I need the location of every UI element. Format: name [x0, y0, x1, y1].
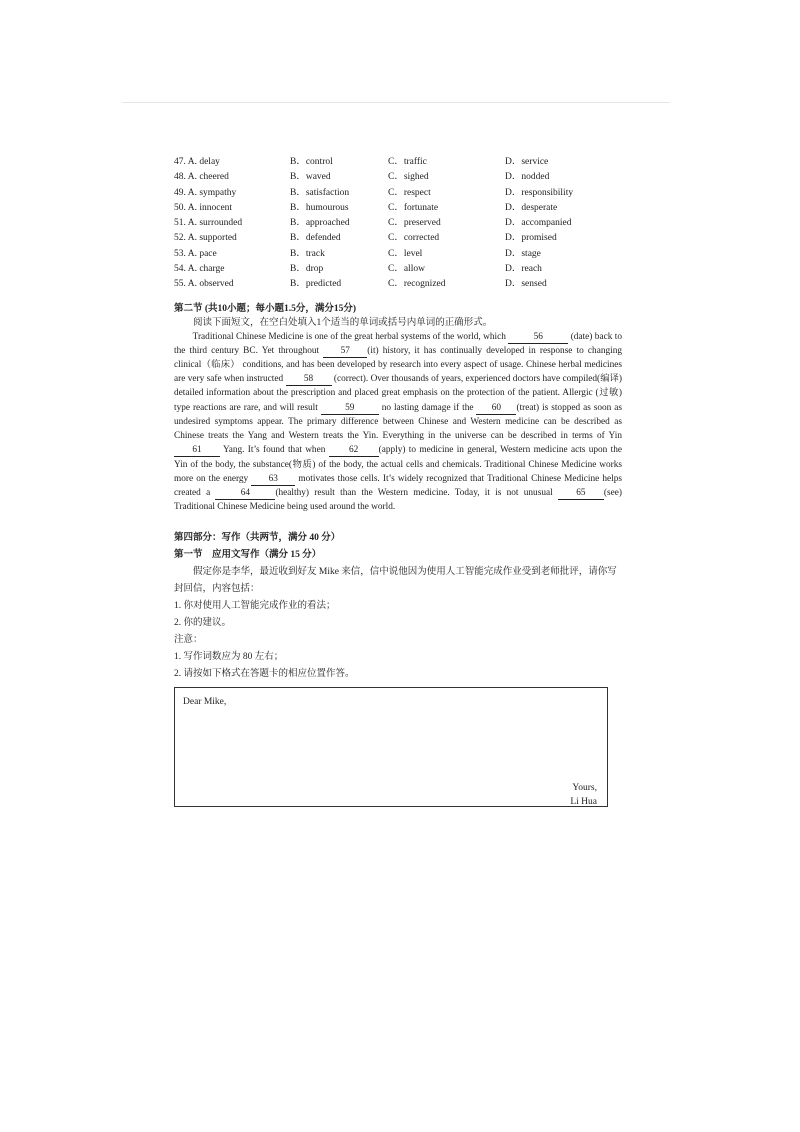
option-a: 48. A. cheered — [174, 172, 229, 183]
option-c: C．allow — [388, 264, 425, 275]
option-c: C．level — [388, 248, 423, 259]
blank-62: 62 — [329, 445, 379, 457]
option-d: D．responsibility — [505, 187, 574, 198]
letter-greeting: Dear Mike, — [183, 697, 227, 708]
prompt-point-1: 1. 你对使用人工智能完成作业的看法； — [174, 601, 336, 612]
passage-text: Traditional Chinese Medicine is one of the great herbal systems of the world, which — [192, 331, 509, 342]
passage-text: (treat) is stopped as soon as undesired symptoms appear. The primary difference between Chinese and Western medicine can be described as Chinese treats the Yang and Western treats the Yin. Everything in the universe can be described in terms of Yin — [174, 402, 622, 442]
option-b: B．defended — [290, 233, 341, 244]
option-b: B．drop — [290, 264, 324, 275]
passage-text: (it) history, it has continually developed in response to changing clinical（临床） conditions, and has been developed by research into every aspect of usage. Chinese herbal medicines are very safe when instructed — [174, 345, 623, 385]
prompt-point-2: 2. 你的建议。 — [174, 618, 232, 629]
option-d: D．reach — [505, 264, 542, 275]
option-b: B．predicted — [290, 279, 342, 290]
option-b: B．approached — [290, 218, 350, 229]
option-row-47 — [174, 155, 622, 170]
passage-text: (correct). Over thousands of years, experienced doctors have compiled(编译) detailed information about the prescription and placed great emphasis on the protection of the patient. Allergic (过敏) type reactions are rare, and will result — [174, 374, 622, 413]
closing-signature: Li Hua — [570, 797, 597, 808]
blank-65: 65 — [558, 488, 604, 500]
passage-text: Yang. It’s found that when — [220, 445, 329, 456]
blank-57: 57 — [323, 346, 367, 358]
option-d: D．nodded — [505, 172, 550, 183]
closing-yours: Yours, — [572, 783, 597, 794]
passage-text: (apply) to medicine in general, Western medicine acts upon the Yin of the body, the substance(物质) of the body, the actual cells and chemicals. Traditional Chinese Medicine works more on the energy — [174, 445, 622, 484]
option-row-48 — [174, 170, 622, 185]
writing-prompt: 假定你是李华，最近收到好友 Mike 来信，信中说他因为使用人工智能完成作业受到老师批评，请你写封回信，内容包括： — [174, 567, 617, 595]
cloze-options — [174, 155, 622, 293]
option-a: 50. A. innocent — [174, 202, 233, 213]
option-c: C．corrected — [388, 233, 440, 244]
option-c: C．fortunate — [388, 202, 439, 213]
part4-section1-heading: 第一节 应用文写作（满分 15 分） — [174, 550, 322, 561]
option-b: B．track — [290, 248, 325, 259]
passage-text: (see) Traditional Chinese Medicine being used around the world. — [174, 487, 622, 513]
option-b: B．humourous — [290, 202, 349, 213]
notice-label: 注意： — [174, 635, 203, 646]
blank-58: 58 — [286, 374, 332, 386]
blank-60: 60 — [476, 403, 516, 415]
option-c: C．recognized — [388, 279, 446, 290]
option-a: 53. A. pace — [174, 248, 217, 259]
option-d: D．accompanied — [505, 218, 572, 229]
option-b: B．satisfaction — [290, 187, 350, 198]
blank-61: 61 — [174, 445, 220, 457]
option-d: D．service — [505, 157, 549, 167]
passage-text: no lasting damage if the — [378, 402, 477, 413]
option-row-55 — [174, 277, 622, 292]
option-a: 52. A. supported — [174, 233, 237, 244]
option-c: C．sighed — [388, 172, 429, 183]
option-a: 49. A. sympathy — [174, 187, 237, 198]
option-c: C．respect — [388, 187, 431, 198]
option-a: 55. A. observed — [174, 279, 234, 290]
option-row-54 — [174, 262, 622, 277]
option-d: D．stage — [505, 248, 541, 259]
option-a: 47. A. delay — [174, 157, 220, 167]
option-b: B．control — [290, 157, 333, 167]
option-a: 51. A. surrounded — [174, 218, 243, 229]
blank-59: 59 — [321, 403, 379, 415]
exam-page — [174, 155, 622, 807]
blank-64: 64 — [215, 488, 275, 500]
section2-instruction: 阅读下面短文，在空白处填入1个适当的单词或括号内单词的正确形式。 — [193, 317, 493, 328]
option-row-52 — [174, 231, 622, 246]
option-row-51 — [174, 216, 622, 231]
part4-heading: 第四部分：写作（共两节，满分 40 分） — [174, 533, 341, 544]
letter-closing — [570, 781, 597, 809]
option-c: C．preserved — [388, 218, 441, 229]
option-d: D．sensed — [505, 279, 547, 290]
passage-text: (healthy) result than the Western medicine. Today, it is not unusual — [275, 487, 558, 498]
passage — [174, 330, 622, 515]
section2-heading: 第二节 (共10小题；每小题1.5分，满分15分) — [174, 303, 357, 314]
note-2: 2. 请按如下格式在答题卡的相应位置作答。 — [174, 669, 355, 680]
option-row-49 — [174, 186, 622, 201]
option-d: D．promised — [505, 233, 557, 244]
blank-63: 63 — [251, 474, 295, 486]
option-c: C．traffic — [388, 157, 427, 167]
option-row-50 — [174, 201, 622, 216]
writing-section — [174, 530, 622, 807]
note-1: 1. 写作词数应为 80 左右； — [174, 652, 284, 663]
option-a: 54. A. charge — [174, 264, 225, 275]
top-rule — [122, 102, 670, 103]
passage-text: (date) back to the third century BC. Yet throughout — [174, 331, 622, 356]
answer-box[interactable] — [174, 687, 608, 807]
option-b: B．waved — [290, 172, 331, 183]
blank-56: 56 — [508, 332, 568, 344]
option-d: D．desperate — [505, 202, 558, 213]
option-row-53 — [174, 247, 622, 262]
passage-text: motivates those cells. It’s widely recognized that Traditional Chinese Medicine helps created a — [174, 473, 622, 498]
